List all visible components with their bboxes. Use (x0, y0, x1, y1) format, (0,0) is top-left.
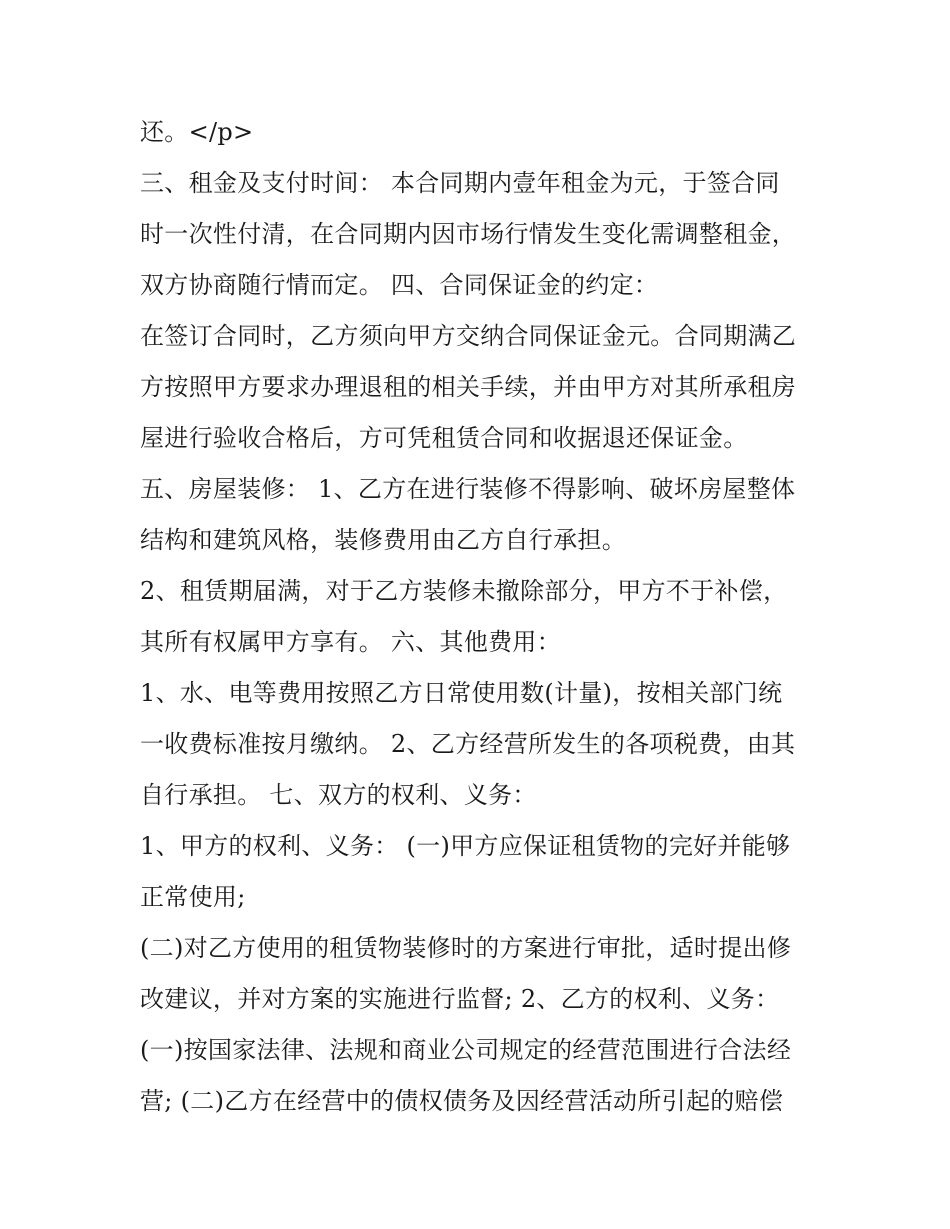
text-line: 1、水、电等费用按照乙方日常使用数(计量)，按相关部门统 (140, 679, 783, 707)
text-line: 2、租赁期届满，对于乙方装修未撤除部分，甲方不于补偿， (140, 577, 788, 605)
text-line: 营; (二)乙方在经营中的债权债务及因经营活动所引起的赔偿 (140, 1087, 784, 1115)
text-line: 改建议，并对方案的实施进行监督; 2、乙方的权利、义务： (140, 985, 780, 1013)
text-line: 一收费标准按月缴纳。 2、乙方经营所发生的各项税费，由其 (140, 730, 796, 758)
text-line: 时一次性付清，在合同期内因市场行情发生变化需调整租金， (140, 220, 797, 248)
text-line: 五、房屋装修： 1、乙方在进行装修不得影响、破坏房屋整体 (140, 475, 796, 503)
text-line: 1、甲方的权利、义务： (一)甲方应保证租赁物的完好并能够 (140, 832, 791, 860)
text-line: 屋进行验收合格后，方可凭租赁合同和收据退还保证金。 (140, 424, 748, 452)
text-line: (一)按国家法律、法规和商业公司规定的经营范围进行合法经 (140, 1036, 792, 1064)
text-line: 在签订合同时，乙方须向甲方交纳合同保证金元。合同期满乙 (140, 322, 797, 350)
text-line: 双方协商随行情而定。 四、合同保证金的约定： (140, 271, 659, 299)
document-body (140, 107, 820, 1127)
text-line: 其所有权属甲方享有。 六、其他费用： (140, 628, 562, 656)
text-line: 正常使用; (140, 883, 246, 911)
text-line: 三、租金及支付时间： 本合同期内壹年租金为元，于签合同 (140, 169, 780, 197)
text-line: 还。</p> (140, 118, 254, 146)
text-line: 自行承担。 七、双方的权利、义务： (140, 781, 537, 809)
text-line: 方按照甲方要求办理退租的相关手续，并由甲方对其所承租房 (140, 373, 797, 401)
text-line: (二)对乙方使用的租赁物装修时的方案进行审批，适时提出修 (140, 934, 792, 962)
text-line: 结构和建筑风格，装修费用由乙方自行承担。 (140, 526, 626, 554)
